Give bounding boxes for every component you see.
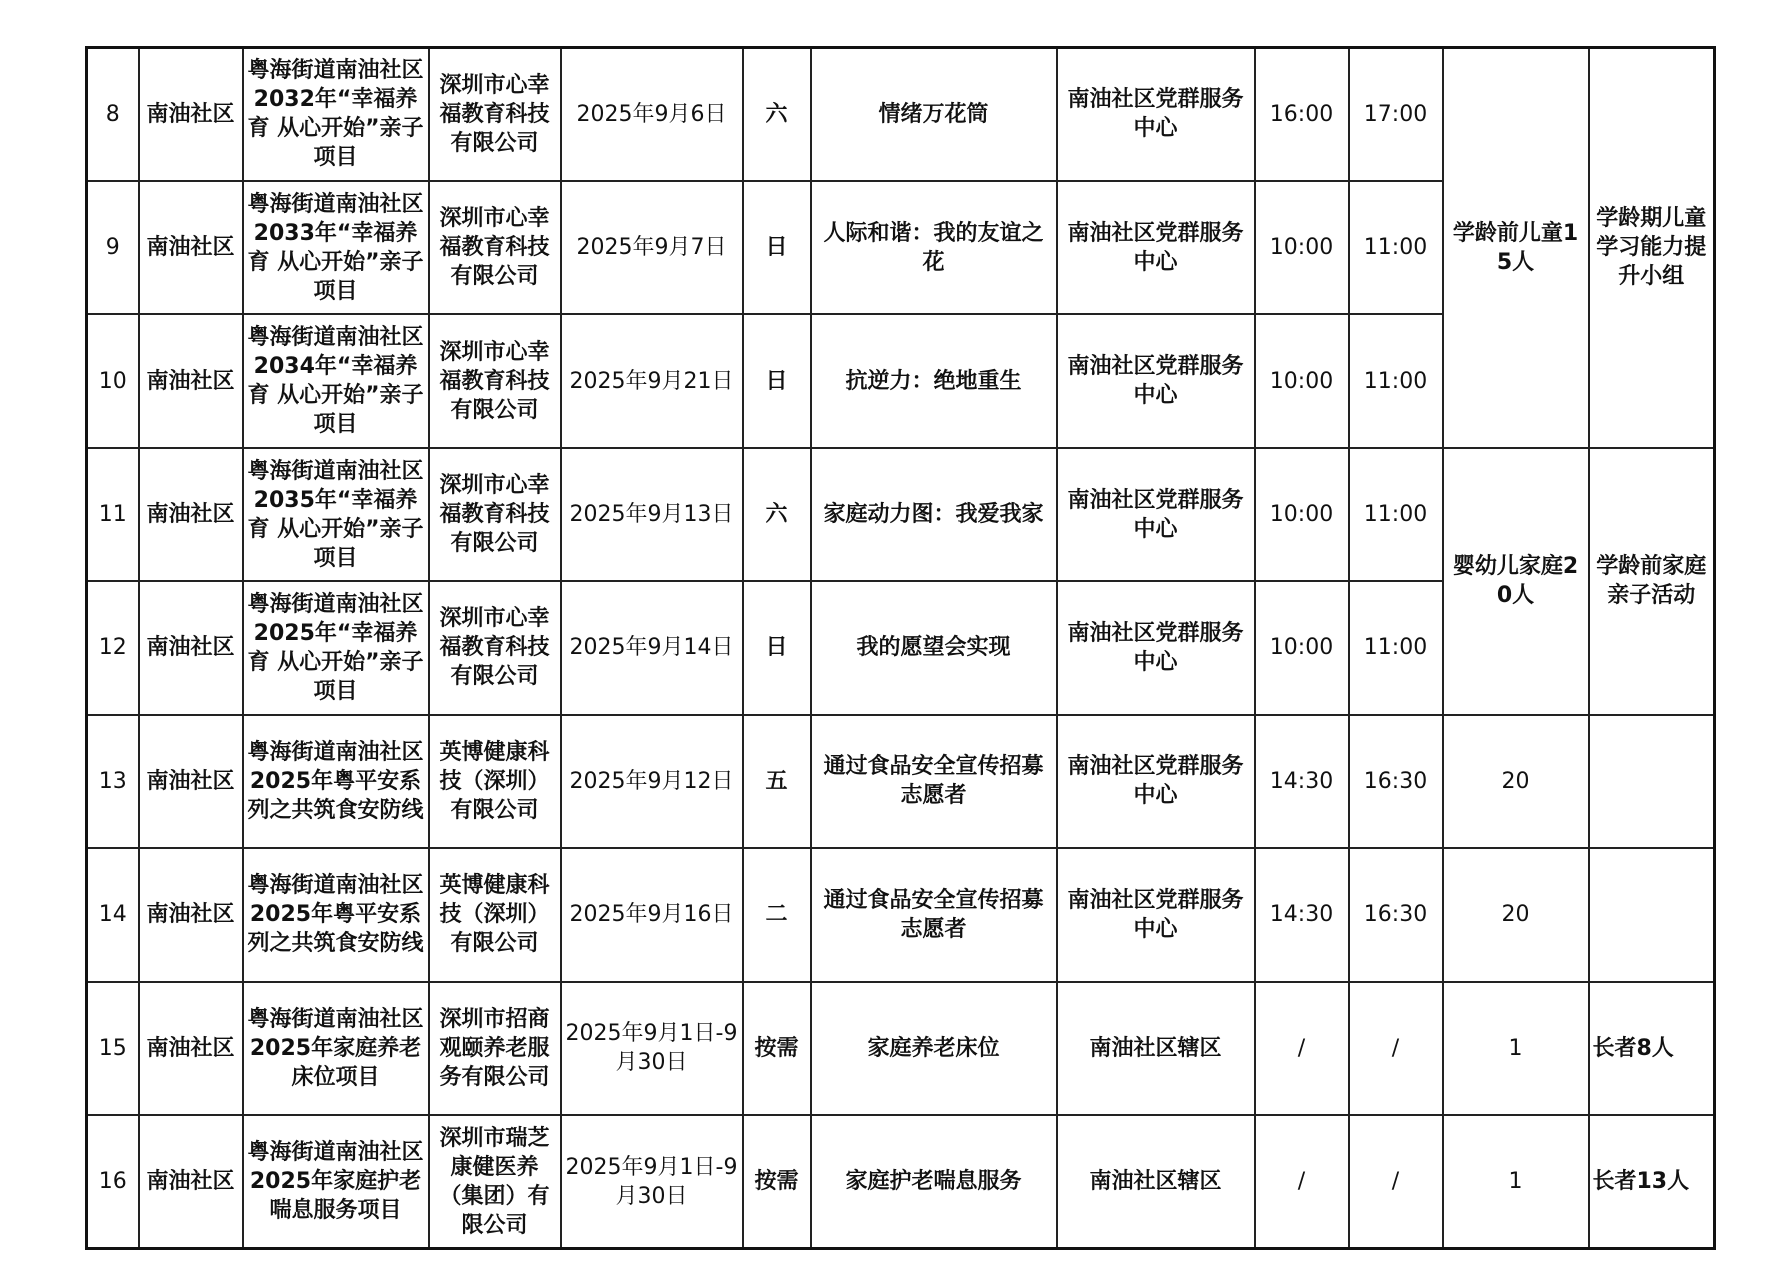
end-time-cell: / (1349, 982, 1443, 1115)
weekday-cell: 二 (743, 848, 811, 981)
row-number: 13 (87, 715, 139, 848)
date-cell: 2025年9月14日 (561, 581, 743, 714)
target-group-cell: 婴幼儿家庭20人 (1443, 448, 1589, 715)
row-number: 11 (87, 448, 139, 581)
start-time-cell: 16:00 (1255, 48, 1349, 181)
date-cell: 2025年9月21日 (561, 314, 743, 447)
project-name-cell: 粤海街道南油社区2025年粤平安系列之共筑食安防线 (243, 848, 429, 981)
target-group-cell: 1 (1443, 982, 1589, 1115)
activity-content-cell: 抗逆力：绝地重生 (811, 314, 1057, 447)
organizer-cell: 深圳市心幸福教育科技有限公司 (429, 48, 561, 181)
project-name-cell: 粤海街道南油社区2035年“幸福养育 从心开始”亲子项目 (243, 448, 429, 581)
end-time-cell: 11:00 (1349, 448, 1443, 581)
table-row (87, 848, 1715, 981)
weekday-cell: 五 (743, 715, 811, 848)
date-cell: 2025年9月16日 (561, 848, 743, 981)
organizer-cell: 英博健康科技（深圳）有限公司 (429, 848, 561, 981)
end-time-cell: 11:00 (1349, 314, 1443, 447)
project-name-cell: 粤海街道南油社区2025年家庭养老床位项目 (243, 982, 429, 1115)
row-number: 10 (87, 314, 139, 447)
end-time-cell: 16:30 (1349, 848, 1443, 981)
weekday-cell: 六 (743, 48, 811, 181)
start-time-cell: 10:00 (1255, 581, 1349, 714)
weekday-cell: 日 (743, 314, 811, 447)
table-row (87, 1115, 1715, 1249)
venue-cell: 南油社区辖区 (1057, 982, 1255, 1115)
note-cell: 学龄前家庭亲子活动 (1589, 448, 1715, 715)
community-cell: 南油社区 (139, 1115, 243, 1249)
weekday-cell: 日 (743, 181, 811, 314)
start-time-cell: / (1255, 1115, 1349, 1249)
organizer-cell: 深圳市心幸福教育科技有限公司 (429, 314, 561, 447)
row-number: 15 (87, 982, 139, 1115)
table-row (87, 715, 1715, 848)
community-cell: 南油社区 (139, 581, 243, 714)
organizer-cell: 深圳市瑞芝康健医养（集团）有限公司 (429, 1115, 561, 1249)
table-row (87, 448, 1715, 581)
activity-schedule-table (85, 46, 1716, 1250)
target-group-cell: 1 (1443, 1115, 1589, 1249)
note-cell: 学龄期儿童学习能力提升小组 (1589, 48, 1715, 448)
venue-cell: 南油社区党群服务中心 (1057, 848, 1255, 981)
venue-cell: 南油社区辖区 (1057, 1115, 1255, 1249)
note-cell (1589, 715, 1715, 848)
table-row (87, 982, 1715, 1115)
start-time-cell: 14:30 (1255, 848, 1349, 981)
end-time-cell: 17:00 (1349, 48, 1443, 181)
community-cell: 南油社区 (139, 48, 243, 181)
project-name-cell: 粤海街道南油社区2033年“幸福养育 从心开始”亲子项目 (243, 181, 429, 314)
note-cell: 长者8人 (1589, 982, 1715, 1115)
end-time-cell: 11:00 (1349, 581, 1443, 714)
date-cell: 2025年9月12日 (561, 715, 743, 848)
venue-cell: 南油社区党群服务中心 (1057, 581, 1255, 714)
activity-content-cell: 我的愿望会实现 (811, 581, 1057, 714)
venue-cell: 南油社区党群服务中心 (1057, 48, 1255, 181)
weekday-cell: 按需 (743, 982, 811, 1115)
venue-cell: 南油社区党群服务中心 (1057, 181, 1255, 314)
project-name-cell: 粤海街道南油社区2025年家庭护老喘息服务项目 (243, 1115, 429, 1249)
table-row (87, 48, 1715, 181)
activity-content-cell: 家庭动力图：我爱我家 (811, 448, 1057, 581)
start-time-cell: 14:30 (1255, 715, 1349, 848)
start-time-cell: 10:00 (1255, 448, 1349, 581)
target-group-cell: 20 (1443, 715, 1589, 848)
project-name-cell: 粤海街道南油社区2025年粤平安系列之共筑食安防线 (243, 715, 429, 848)
start-time-cell: 10:00 (1255, 181, 1349, 314)
row-number: 9 (87, 181, 139, 314)
note-cell: 长者13人 (1589, 1115, 1715, 1249)
community-cell: 南油社区 (139, 715, 243, 848)
venue-cell: 南油社区党群服务中心 (1057, 314, 1255, 447)
weekday-cell: 日 (743, 581, 811, 714)
target-group-cell: 学龄前儿童15人 (1443, 48, 1589, 448)
community-cell: 南油社区 (139, 181, 243, 314)
organizer-cell: 深圳市心幸福教育科技有限公司 (429, 181, 561, 314)
venue-cell: 南油社区党群服务中心 (1057, 715, 1255, 848)
project-name-cell: 粤海街道南油社区2034年“幸福养育 从心开始”亲子项目 (243, 314, 429, 447)
project-name-cell: 粤海街道南油社区2025年“幸福养育 从心开始”亲子项目 (243, 581, 429, 714)
weekday-cell: 按需 (743, 1115, 811, 1249)
activity-content-cell: 通过食品安全宣传招募志愿者 (811, 715, 1057, 848)
date-cell: 2025年9月1日-9月30日 (561, 982, 743, 1115)
community-cell: 南油社区 (139, 314, 243, 447)
date-cell: 2025年9月1日-9月30日 (561, 1115, 743, 1249)
row-number: 16 (87, 1115, 139, 1249)
activity-content-cell: 家庭养老床位 (811, 982, 1057, 1115)
row-number: 14 (87, 848, 139, 981)
activity-content-cell: 家庭护老喘息服务 (811, 1115, 1057, 1249)
end-time-cell: / (1349, 1115, 1443, 1249)
row-number: 8 (87, 48, 139, 181)
venue-cell: 南油社区党群服务中心 (1057, 448, 1255, 581)
date-cell: 2025年9月13日 (561, 448, 743, 581)
target-group-cell: 20 (1443, 848, 1589, 981)
community-cell: 南油社区 (139, 448, 243, 581)
weekday-cell: 六 (743, 448, 811, 581)
note-cell (1589, 848, 1715, 981)
end-time-cell: 16:30 (1349, 715, 1443, 848)
start-time-cell: 10:00 (1255, 314, 1349, 447)
activity-content-cell: 情绪万花筒 (811, 48, 1057, 181)
activity-content-cell: 人际和谐：我的友谊之花 (811, 181, 1057, 314)
community-cell: 南油社区 (139, 982, 243, 1115)
organizer-cell: 深圳市心幸福教育科技有限公司 (429, 448, 561, 581)
project-name-cell: 粤海街道南油社区2032年“幸福养育 从心开始”亲子项目 (243, 48, 429, 181)
start-time-cell: / (1255, 982, 1349, 1115)
activity-content-cell: 通过食品安全宣传招募志愿者 (811, 848, 1057, 981)
organizer-cell: 深圳市招商观颐养老服务有限公司 (429, 982, 561, 1115)
organizer-cell: 深圳市心幸福教育科技有限公司 (429, 581, 561, 714)
date-cell: 2025年9月7日 (561, 181, 743, 314)
community-cell: 南油社区 (139, 848, 243, 981)
organizer-cell: 英博健康科技（深圳）有限公司 (429, 715, 561, 848)
row-number: 12 (87, 581, 139, 714)
date-cell: 2025年9月6日 (561, 48, 743, 181)
end-time-cell: 11:00 (1349, 181, 1443, 314)
